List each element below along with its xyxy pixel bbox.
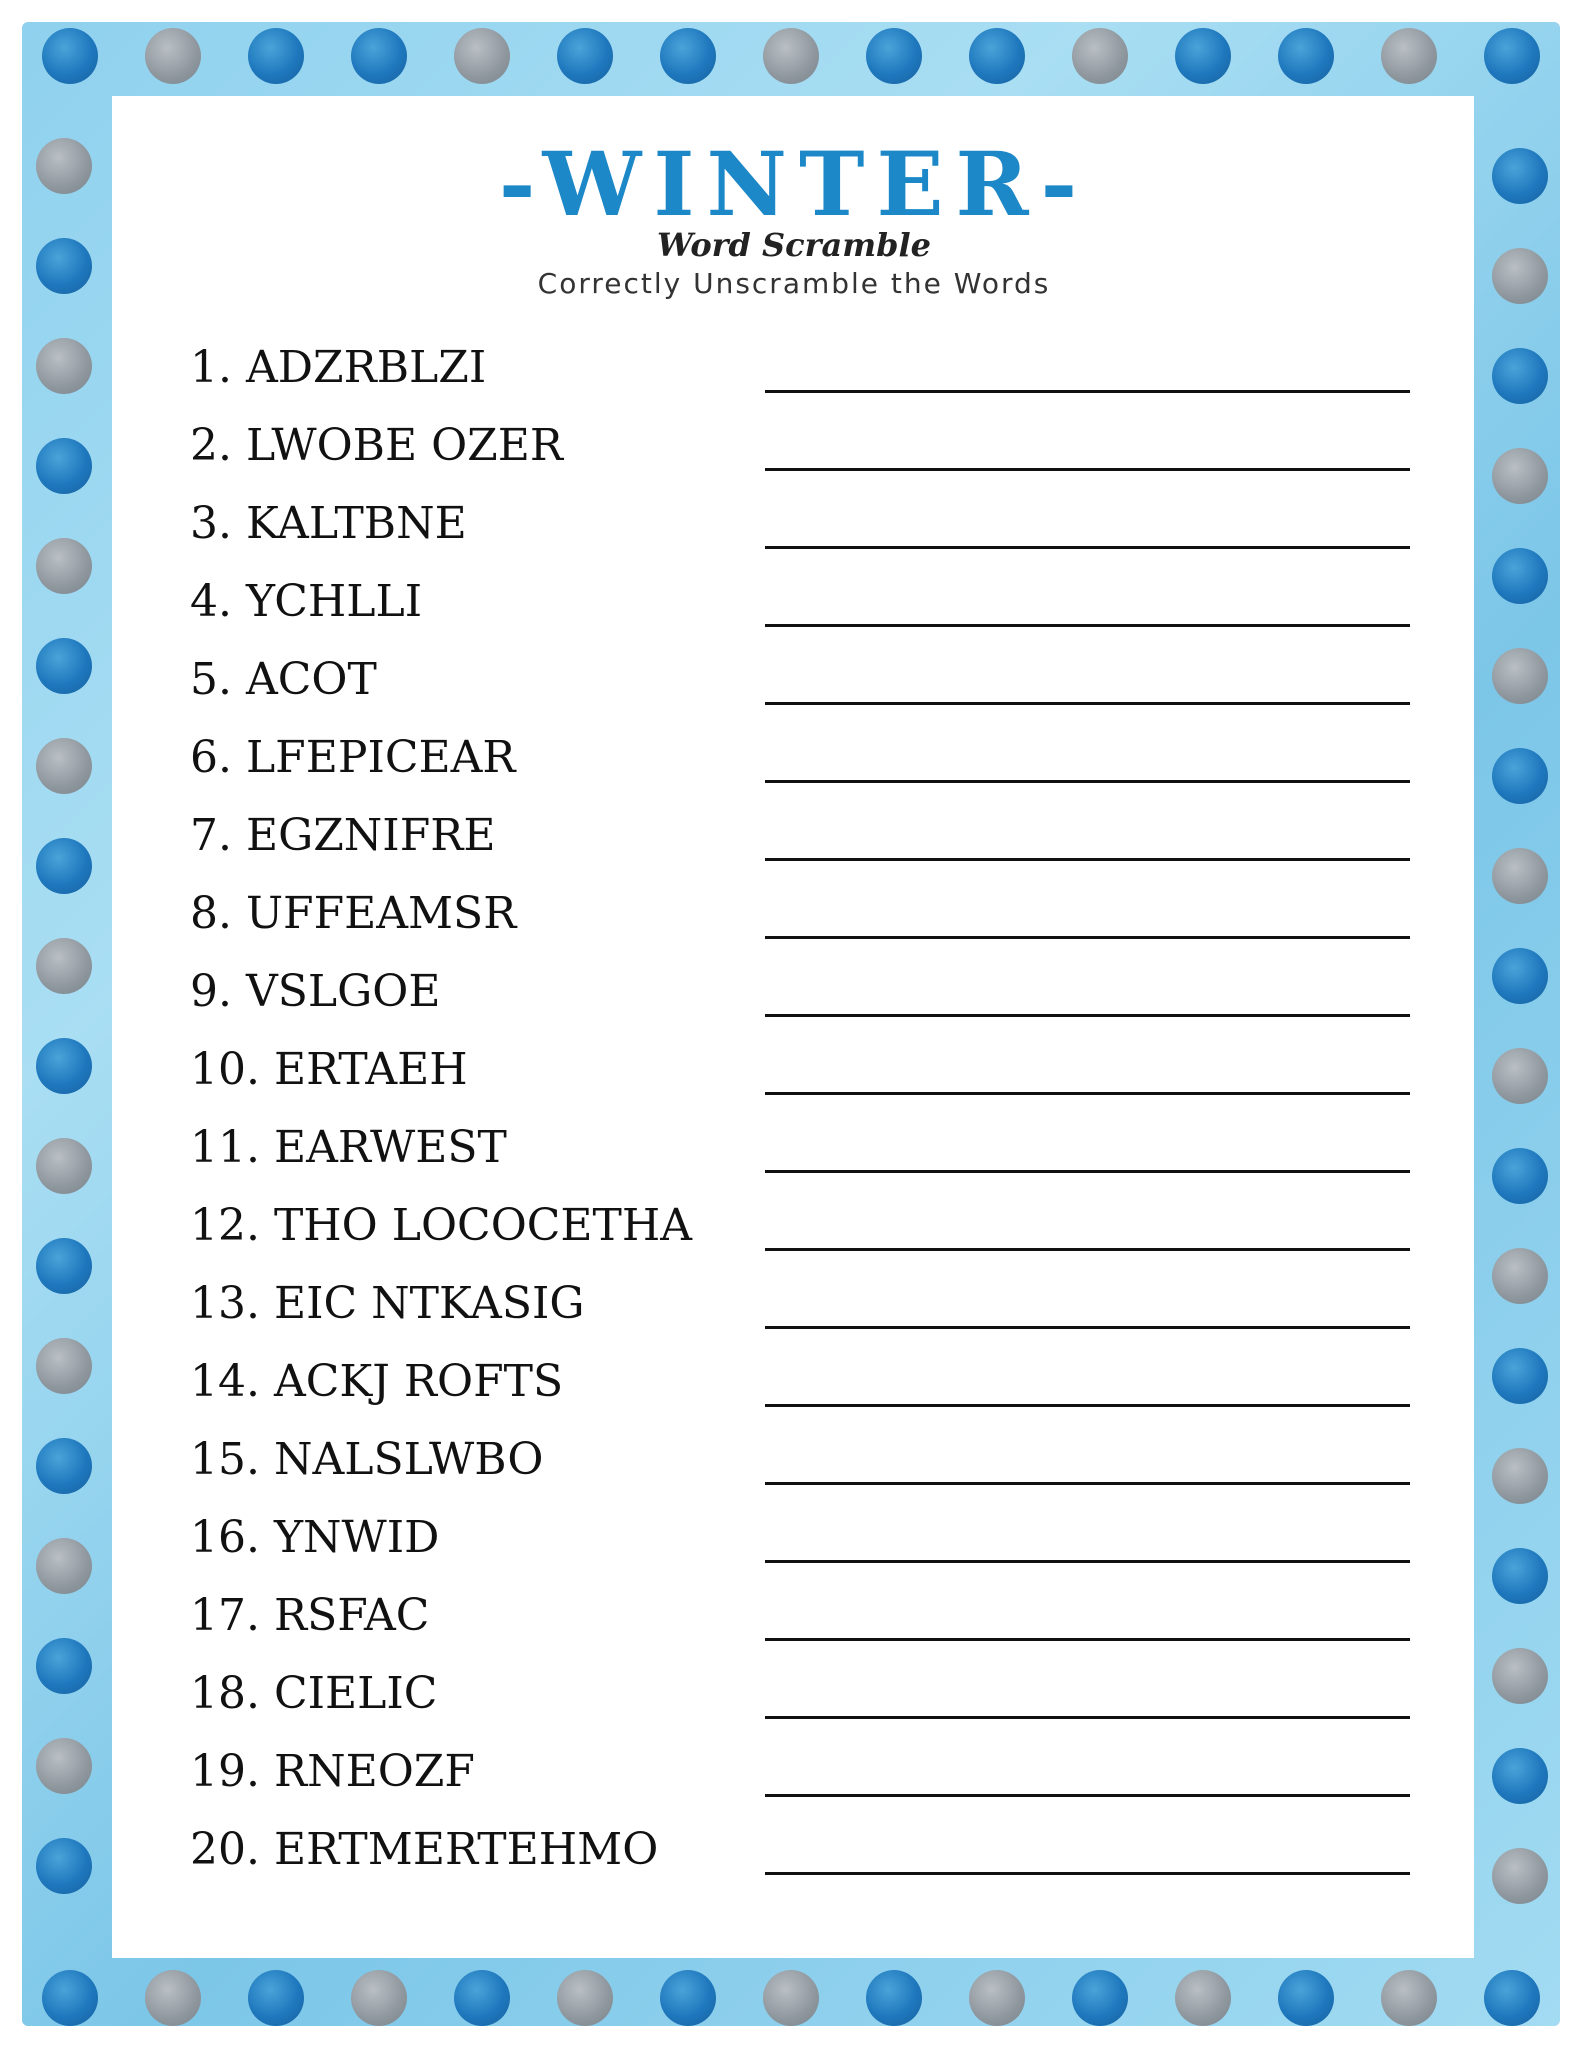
scrambled-word: 8. UFFEAMSR [190, 888, 517, 939]
scrambled-word: 7. EGZNIFRE [190, 810, 496, 861]
scrambled-word: 5. ACOT [190, 654, 377, 705]
answer-line[interactable] [765, 390, 1410, 393]
list-item [190, 1742, 1420, 1820]
answer-line[interactable] [765, 1482, 1410, 1485]
list-item [190, 1040, 1420, 1118]
scrambled-word: 16. YNWID [190, 1512, 440, 1563]
list-item [190, 1508, 1420, 1586]
list-item [190, 1118, 1420, 1196]
list-item [190, 1664, 1420, 1742]
scrambled-word: 18. CIELIC [190, 1668, 438, 1719]
answer-line[interactable] [765, 1794, 1410, 1797]
list-item [190, 494, 1420, 572]
scrambled-word: 9. VSLGOE [190, 966, 441, 1017]
list-item [190, 1352, 1420, 1430]
answer-line[interactable] [765, 1638, 1410, 1641]
answer-line[interactable] [765, 1326, 1410, 1329]
list-item [190, 806, 1420, 884]
list-item [190, 416, 1420, 494]
scrambled-word: 15. NALSLWBO [190, 1434, 544, 1485]
answer-line[interactable] [765, 936, 1410, 939]
list-item [190, 884, 1420, 962]
answer-line[interactable] [765, 1716, 1410, 1719]
answer-line[interactable] [765, 1014, 1410, 1017]
answer-line[interactable] [765, 1170, 1410, 1173]
scrambled-word: 2. LWOBE OZER [190, 420, 563, 471]
answer-line[interactable] [765, 1560, 1410, 1563]
scrambled-word: 6. LFEPICEAR [190, 732, 516, 783]
scrambled-word: 4. YCHLLI [190, 576, 423, 627]
scrambled-word: 3. KALTBNE [190, 498, 467, 549]
instruction-text: Correctly Unscramble the Words [537, 267, 1051, 300]
answer-line[interactable] [765, 702, 1410, 705]
scrambled-word: 12. THO LOCOCETHA [190, 1200, 693, 1251]
scrambled-word: 19. RNEOZF [190, 1746, 475, 1797]
list-item [190, 338, 1420, 416]
answer-line[interactable] [765, 858, 1410, 861]
scrambled-word: 13. EIC NTKASIG [190, 1278, 585, 1329]
list-item [190, 1586, 1420, 1664]
scrambled-word: 17. RSFAC [190, 1590, 430, 1641]
answer-line[interactable] [765, 1092, 1410, 1095]
scrambled-word: 20. ERTMERTEHMO [190, 1824, 659, 1875]
list-item [190, 572, 1420, 650]
answer-line[interactable] [765, 1404, 1410, 1407]
answer-line[interactable] [765, 1872, 1410, 1875]
scrambled-word: 11. EARWEST [190, 1122, 507, 1173]
list-item [190, 1430, 1420, 1508]
page-subtitle: Word Scramble [657, 226, 931, 264]
answer-line[interactable] [765, 624, 1410, 627]
page-title: -WINTER- [498, 132, 1090, 236]
answer-line[interactable] [765, 468, 1410, 471]
answer-line[interactable] [765, 546, 1410, 549]
list-item [190, 1196, 1420, 1274]
list-item [190, 962, 1420, 1040]
scrambled-word: 10. ERTAEH [190, 1044, 468, 1095]
scrambled-word: 14. ACKJ ROFTS [190, 1356, 564, 1407]
scrambled-word: 1. ADZRBLZI [190, 342, 487, 393]
list-item [190, 728, 1420, 806]
list-item [190, 650, 1420, 728]
answer-line[interactable] [765, 1248, 1410, 1251]
list-item [190, 1274, 1420, 1352]
answer-line[interactable] [765, 780, 1410, 783]
list-item [190, 1820, 1420, 1898]
